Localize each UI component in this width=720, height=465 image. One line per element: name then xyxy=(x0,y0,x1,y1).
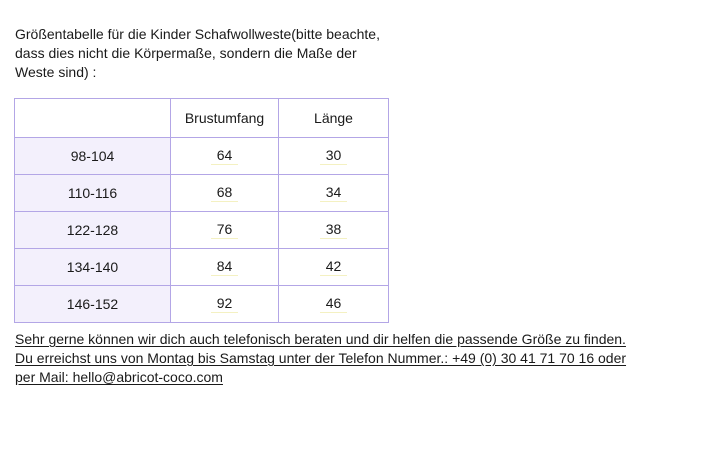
brustumfang-cell xyxy=(171,286,279,323)
size-label-cell: 134-140 xyxy=(15,249,171,286)
size-label-cell: 98-104 xyxy=(15,138,171,175)
brustumfang-value: 68 xyxy=(211,184,239,202)
header-cell-laenge: Länge xyxy=(279,99,389,138)
intro-line-3: Weste sind) : xyxy=(15,64,97,80)
laenge-value: 42 xyxy=(320,258,348,276)
header-cell-empty xyxy=(15,99,171,138)
brustumfang-cell xyxy=(171,249,279,286)
table-row xyxy=(15,212,389,249)
laenge-cell xyxy=(279,175,389,212)
laenge-cell xyxy=(279,286,389,323)
contact-line-1-text: Sehr gerne können wir dich auch telefonisch beraten und dir helfen die passende Größe zu finden. xyxy=(15,331,626,347)
contact-line-2-text: Du erreichst uns von Montag bis Samstag unter der Telefon Nummer.: +49 (0) 30 41 71 70 16 oder xyxy=(15,350,627,366)
size-label-cell: 110-116 xyxy=(15,175,171,212)
laenge-value: 46 xyxy=(320,295,348,313)
laenge-value: 30 xyxy=(320,147,348,165)
intro-text xyxy=(15,25,395,82)
laenge-value: 34 xyxy=(320,184,348,202)
contact-line-3 xyxy=(15,368,665,387)
size-label-cell: 146-152 xyxy=(15,286,171,323)
brustumfang-value: 64 xyxy=(211,147,239,165)
brustumfang-value: 92 xyxy=(211,295,239,313)
brustumfang-value: 76 xyxy=(211,221,239,239)
laenge-cell xyxy=(279,212,389,249)
laenge-cell xyxy=(279,138,389,175)
contact-line-2 xyxy=(15,349,665,368)
size-label-cell: 122-128 xyxy=(15,212,171,249)
laenge-value: 38 xyxy=(320,221,348,239)
size-table xyxy=(14,98,389,323)
table-row xyxy=(15,249,389,286)
laenge-cell xyxy=(279,249,389,286)
table-row xyxy=(15,138,389,175)
brustumfang-value: 84 xyxy=(211,258,239,276)
table-row xyxy=(15,286,389,323)
brustumfang-cell xyxy=(171,212,279,249)
brustumfang-cell xyxy=(171,175,279,212)
contact-line-3-text: per Mail: hello@abricot-coco.com xyxy=(15,369,223,385)
intro-line-1: Größentabelle für die Kinder Schafwollweste(bitte beachte, xyxy=(15,26,380,42)
brustumfang-cell xyxy=(171,138,279,175)
intro-line-2: dass dies nicht die Körpermaße, sondern die Maße der xyxy=(15,45,357,61)
header-cell-brustumfang: Brustumfang xyxy=(171,99,279,138)
table-header-row xyxy=(15,99,389,138)
table-row xyxy=(15,175,389,212)
contact-line-1 xyxy=(15,330,665,349)
contact-text xyxy=(15,330,665,387)
